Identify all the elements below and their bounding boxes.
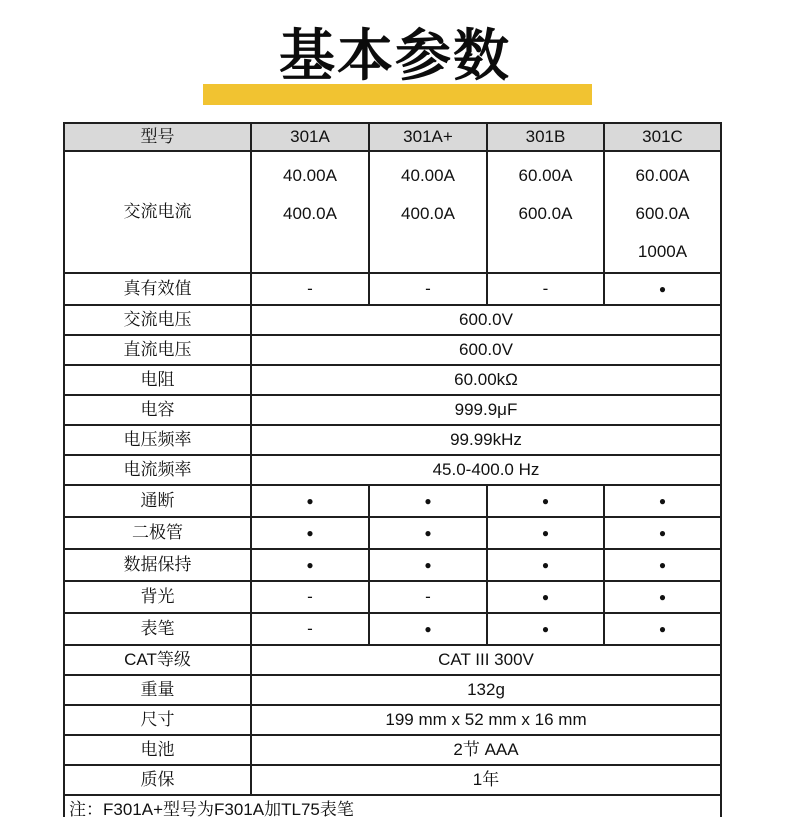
row-value xyxy=(604,517,721,549)
feature-dot: ● xyxy=(541,526,550,540)
row-label: 真有效值 xyxy=(64,273,251,305)
row-value xyxy=(251,485,369,517)
row-value xyxy=(604,549,721,581)
cell-text: 400.0A xyxy=(401,204,455,223)
row-value: 199 mm x 52 mm x 16 mm xyxy=(251,705,721,735)
row-value xyxy=(487,517,604,549)
row-label: 电阻 xyxy=(64,365,251,395)
row-value xyxy=(487,151,604,273)
row-value xyxy=(604,485,721,517)
cell-text: - xyxy=(307,278,313,298)
row-value xyxy=(604,273,721,305)
cell-text: 400.0A xyxy=(283,204,337,223)
row-value xyxy=(369,273,487,305)
row-value xyxy=(487,549,604,581)
row-label: 电流频率 xyxy=(64,455,251,485)
table-row xyxy=(64,365,721,395)
table-note: 注：F301A+型号为F301A加TL75表笔 xyxy=(64,795,721,817)
row-value xyxy=(251,613,369,645)
row-value xyxy=(369,549,487,581)
row-value: 2节 AAA xyxy=(251,735,721,765)
header-model-301a: 301A xyxy=(251,123,369,151)
cell-text: 600.0A xyxy=(518,204,573,223)
row-value: 99.99kHz xyxy=(251,425,721,455)
feature-dot: ● xyxy=(541,590,550,604)
row-value: 600.0V xyxy=(251,305,721,335)
spec-table xyxy=(63,122,722,817)
row-value xyxy=(369,485,487,517)
table-row xyxy=(64,425,721,455)
cell-text: - xyxy=(425,586,431,606)
feature-dot: ● xyxy=(658,622,667,636)
row-value xyxy=(369,613,487,645)
cell-text: - xyxy=(307,618,313,638)
cell-text: - xyxy=(542,278,549,298)
row-value: 999.9μF xyxy=(251,395,721,425)
feature-dot: ● xyxy=(541,558,550,572)
feature-dot: ● xyxy=(424,526,432,540)
feature-dot: ● xyxy=(424,622,432,636)
cell-text: 1000A xyxy=(637,242,688,261)
row-value xyxy=(487,613,604,645)
row-value xyxy=(604,151,721,273)
table-row xyxy=(64,705,721,735)
table-row xyxy=(64,645,721,675)
table-row xyxy=(64,549,721,581)
feature-dot: ● xyxy=(658,558,667,572)
cell-text: - xyxy=(307,586,313,606)
table-row xyxy=(64,485,721,517)
table-row xyxy=(64,273,721,305)
cell-text: 60.00A xyxy=(635,166,690,185)
feature-dot: ● xyxy=(306,526,314,540)
feature-dot: ● xyxy=(424,494,432,508)
row-value xyxy=(251,581,369,613)
table-row xyxy=(64,305,721,335)
table-row xyxy=(64,613,721,645)
feature-dot: ● xyxy=(658,494,667,508)
cell-text: 60.00A xyxy=(518,166,573,185)
row-label: 电池 xyxy=(64,735,251,765)
row-label: CAT等级 xyxy=(64,645,251,675)
feature-dot: ● xyxy=(541,494,550,508)
row-value xyxy=(251,549,369,581)
header-model-301c: 301C xyxy=(604,123,721,151)
row-label: 电容 xyxy=(64,395,251,425)
table-row xyxy=(64,581,721,613)
row-label: 数据保持 xyxy=(64,549,251,581)
row-value: 600.0V xyxy=(251,335,721,365)
table-row xyxy=(64,517,721,549)
row-label: 质保 xyxy=(64,765,251,795)
feature-dot: ● xyxy=(306,494,314,508)
row-value xyxy=(251,151,369,273)
row-value xyxy=(487,581,604,613)
row-label: 直流电压 xyxy=(64,335,251,365)
table-row xyxy=(64,151,721,273)
note-row xyxy=(64,795,721,817)
header-model-label: 型号 xyxy=(64,123,251,151)
table-row xyxy=(64,765,721,795)
feature-dot: ● xyxy=(658,526,667,540)
cell-text: 40.00A xyxy=(401,166,455,185)
row-label: 电压频率 xyxy=(64,425,251,455)
row-value xyxy=(604,581,721,613)
feature-dot: ● xyxy=(541,622,550,636)
table-row xyxy=(64,395,721,425)
row-value xyxy=(487,273,604,305)
cell-text: 40.00A xyxy=(283,166,337,185)
header-row xyxy=(64,123,721,151)
row-label: 尺寸 xyxy=(64,705,251,735)
row-label: 背光 xyxy=(64,581,251,613)
table-row xyxy=(64,455,721,485)
row-label: 表笔 xyxy=(64,613,251,645)
row-value xyxy=(604,613,721,645)
row-value xyxy=(369,581,487,613)
row-label: 二极管 xyxy=(64,517,251,549)
row-label: 重量 xyxy=(64,675,251,705)
header-model-301a-plus: 301A+ xyxy=(369,123,487,151)
row-value: 60.00kΩ xyxy=(251,365,721,395)
row-label: 通断 xyxy=(64,485,251,517)
spec-table-header xyxy=(64,123,721,151)
row-value xyxy=(487,485,604,517)
row-label: 交流电流 xyxy=(64,151,251,273)
feature-dot: ● xyxy=(306,558,314,572)
row-value: 45.0-400.0 Hz xyxy=(251,455,721,485)
title-section xyxy=(0,0,790,122)
row-value: CAT III 300V xyxy=(251,645,721,675)
table-row xyxy=(64,675,721,705)
page-title: 基本参数 xyxy=(279,24,511,87)
row-value xyxy=(369,517,487,549)
row-value: 1年 xyxy=(251,765,721,795)
feature-dot: ● xyxy=(658,590,667,604)
row-value xyxy=(251,517,369,549)
table-row xyxy=(64,335,721,365)
feature-dot: ● xyxy=(424,558,432,572)
table-row xyxy=(64,735,721,765)
cell-text: - xyxy=(425,278,431,298)
row-value xyxy=(251,273,369,305)
header-model-301b: 301B xyxy=(487,123,604,151)
cell-text: 600.0A xyxy=(635,204,690,223)
spec-table-body xyxy=(64,151,721,795)
row-value: 132g xyxy=(251,675,721,705)
row-value xyxy=(369,151,487,273)
row-label: 交流电压 xyxy=(64,305,251,335)
feature-dot: ● xyxy=(658,282,667,296)
spec-table-footer xyxy=(64,795,721,817)
